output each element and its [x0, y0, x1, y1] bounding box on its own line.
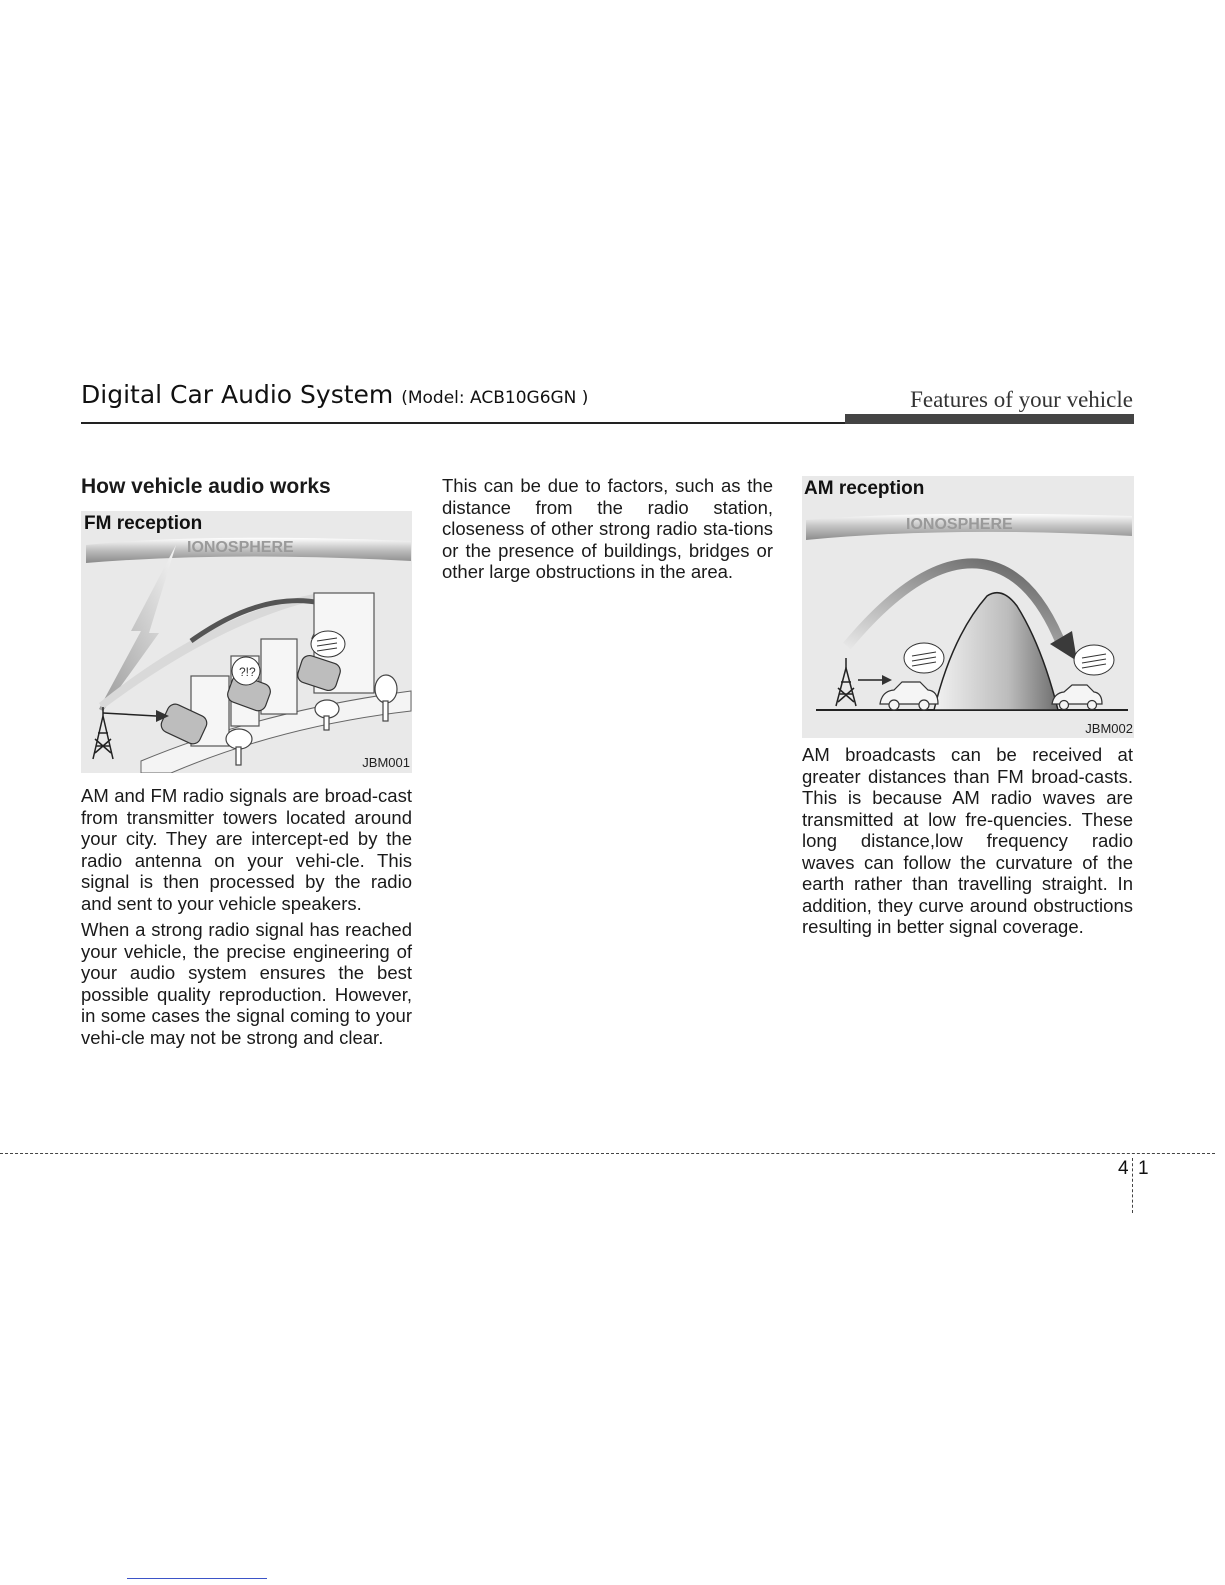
col3-text — [802, 744, 1133, 943]
svg-text:?!?: ?!? — [239, 665, 256, 679]
ionosphere-label: IONOSPHERE — [906, 516, 1013, 533]
paragraph: This can be due to factors, such as the distance from the radio station, closeness of other strong radio sta-tions or the presence of buildings, bridges or other large obstructions in the area. — [442, 475, 773, 582]
paragraph: AM broadcasts can be received at greater distances than FM broad-casts. This is because AM radio waves are transmitted at low fre-quencies. These long distance,low frequency radio waves can follow the curvature of the earth rather than travelling straight. In addition, they curve around obstructions resulting in better signal coverage. — [802, 744, 1133, 937]
figure-code: JBM001 — [362, 755, 410, 770]
figure-title: AM reception — [804, 478, 925, 499]
transmitter-tower — [93, 707, 156, 759]
col1-text — [81, 785, 412, 1053]
section-heading: How vehicle audio works — [81, 475, 331, 498]
footer-rule — [0, 1153, 1215, 1154]
model-text: (Model: ACB10G6GN ) — [401, 388, 589, 408]
section-name: Features of your vehicle — [910, 387, 1133, 412]
paragraph: AM and FM radio signals are broad-cast from transmitter towers located around your city. They are intercept-ed by the radio antenna on your vehi-cle. This signal is then processed by the radio and sent to your vehicle speakers. — [81, 785, 412, 914]
page-number: 1 — [1138, 1158, 1149, 1179]
title-text: Digital Car Audio System — [81, 380, 394, 409]
col2-text — [442, 475, 773, 588]
music-bubble — [1074, 645, 1114, 675]
paragraph: When a strong radio signal has reached your vehicle, the precise engineering of your audio system ensures the best possible quality reproduction. However, in some cases the signal coming to your vehi-cle may not be strong and clear. — [81, 919, 412, 1048]
header-rule-bar — [845, 414, 1134, 424]
link-underline — [127, 1578, 267, 1579]
document-title — [81, 380, 588, 409]
page-number-divider — [1132, 1158, 1133, 1213]
figure-code: JBM002 — [1085, 721, 1133, 736]
am-reception-figure — [802, 476, 1134, 738]
signal-bolt — [99, 545, 176, 711]
fm-reception-figure — [81, 511, 412, 773]
transmitter-tower — [836, 658, 882, 706]
ionosphere-label: IONOSPHERE — [187, 539, 294, 556]
music-bubble — [904, 643, 944, 673]
chapter-number: 4 — [1118, 1158, 1129, 1179]
figure-title: FM reception — [84, 513, 203, 534]
